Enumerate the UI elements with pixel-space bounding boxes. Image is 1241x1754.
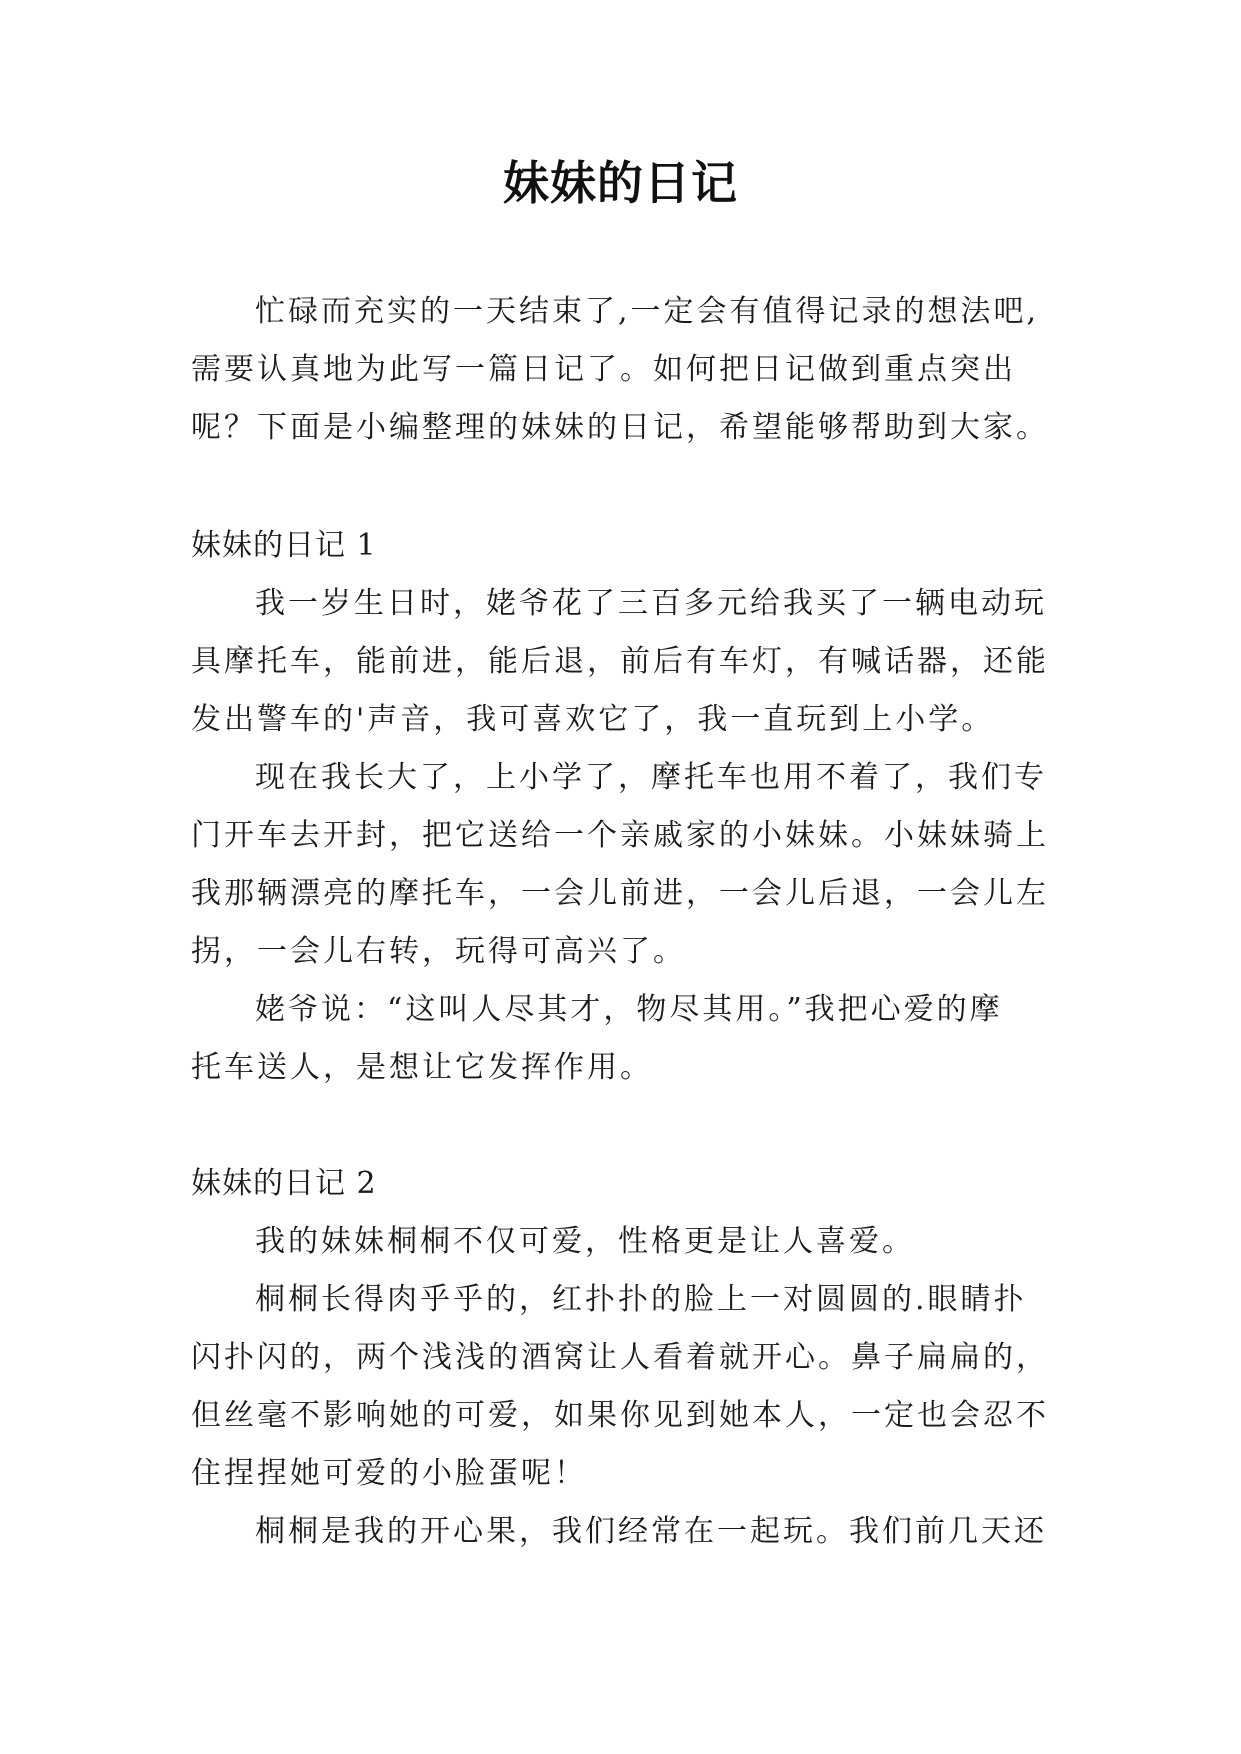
paragraph-line: 但丝毫不影响她的可爱，如果你见到她本人，一定也会忍不 (191, 1398, 1049, 1433)
paragraph-line: 我一岁生日时，姥爷花了三百多元给我买了一辆电动玩 (255, 586, 1047, 621)
diary-section-1 (191, 517, 1071, 1097)
paragraph-line: 闪扑闪的，两个浅浅的酒窝让人看着就开心。鼻子扁扁的， (191, 1340, 1049, 1375)
intro-line: 需要认真地为此写一篇日记了。如何把日记做到重点突出 (191, 352, 1016, 387)
section-heading: 妹妹的日记 1 (191, 528, 377, 563)
paragraph-line: 桐桐是我的开心果，我们经常在一起玩。我们前几天还 (255, 1514, 1047, 1549)
paragraph-line: 发出警车的'声音，我可喜欢它了，我一直玩到上小学。 (191, 702, 995, 737)
paragraph-line: 姥爷说：“这叫人尽其才，物尽其用。”我把心爱的摩 (255, 992, 1003, 1027)
paragraph-line: 我那辆漂亮的摩托车，一会儿前进，一会儿后退，一会儿左 (191, 876, 1049, 911)
document-title: 妹妹的日记 (503, 156, 738, 210)
paragraph-line: 桐桐长得肉乎乎的，红扑扑的脸上一对圆圆的.眼睛扑 (255, 1282, 1027, 1317)
intro-paragraph (191, 283, 1071, 457)
paragraph-line: 具摩托车，能前进，能后退，前后有车灯，有喊话器，还能 (191, 644, 1049, 679)
section-heading: 妹妹的日记 2 (191, 1166, 377, 1201)
paragraph-line: 住捏捏她可爱的小脸蛋呢！ (191, 1456, 587, 1491)
intro-line: 呢？下面是小编整理的妹妹的日记，希望能够帮助到大家。 (191, 410, 1049, 445)
paragraph-line: 托车送人，是想让它发挥作用。 (191, 1050, 653, 1085)
paragraph-line: 拐，一会儿右转，玩得可高兴了。 (191, 934, 686, 969)
diary-section-2 (191, 1155, 1071, 1561)
paragraph-line: 门开车去开封，把它送给一个亲戚家的小妹妹。小妹妹骑上 (191, 818, 1049, 853)
paragraph-line: 现在我长大了，上小学了，摩托车也用不着了，我们专 (255, 760, 1047, 795)
intro-line: 忙碌而充实的一天结束了,一定会有值得记录的想法吧, (255, 294, 1040, 329)
paragraph-line: 我的妹妹桐桐不仅可爱，性格更是让人喜爱。 (255, 1224, 915, 1259)
